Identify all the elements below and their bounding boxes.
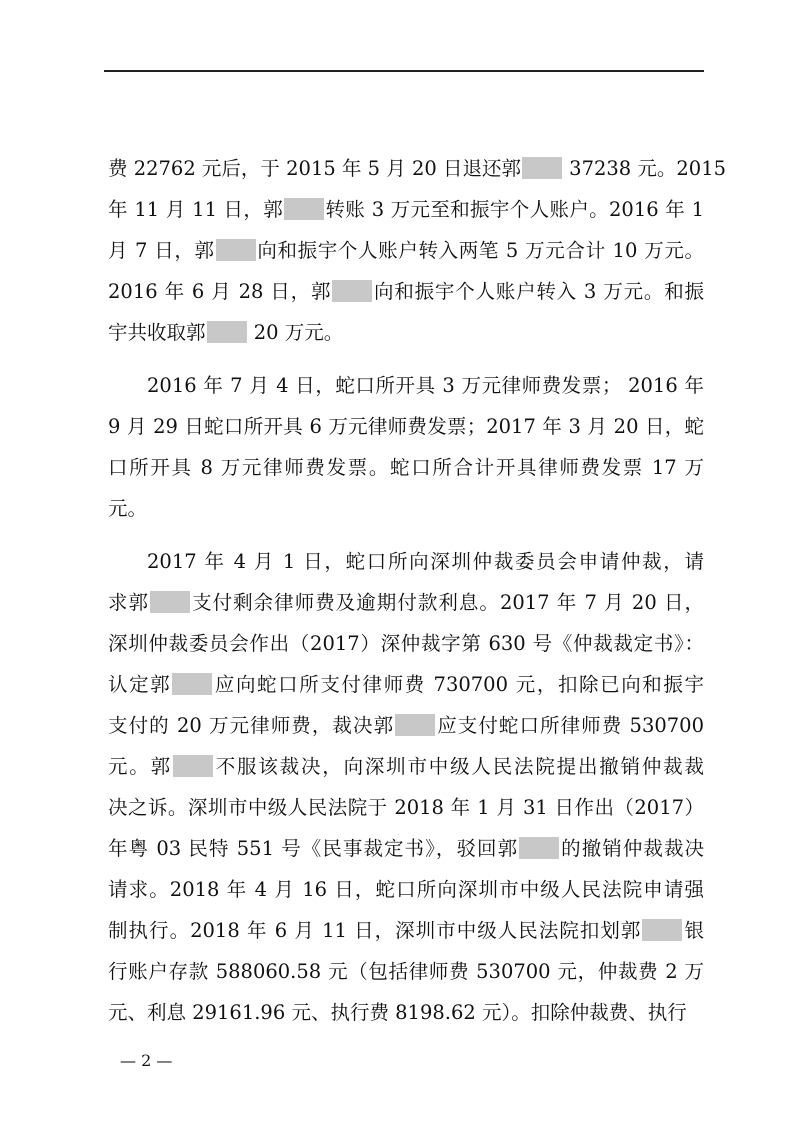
text-segment: 年 11 月 11 日，郭 — [108, 198, 284, 221]
text-segment: 元、利息 29161.96 元、执行费 8198.62 元）。扣除仲裁费、执行 — [108, 1001, 687, 1024]
text-segment: 2017 年 4 月 1 日，蛇口所向深圳仲裁委员会申请仲裁，请 — [147, 550, 704, 573]
text-segment: 费 22762 元后，于 2015 年 5 月 20 日退还郭 — [108, 157, 521, 180]
paragraph — [108, 148, 727, 353]
text-segment: 37238 元。2015 — [562, 157, 727, 180]
text-segment: 年粤 03 民特 551 号《民事裁定书》，驳回郭 — [108, 837, 519, 860]
text-segment: 银 — [683, 919, 704, 942]
text-line — [108, 705, 704, 746]
text-segment: 9 月 29 日蛇口所开具 6 万元律师费发票；2017 年 3 月 20 日，蛇 — [108, 415, 704, 438]
text-segment: 2016 年 6 月 28 日，郭 — [108, 280, 332, 303]
text-line — [108, 828, 704, 869]
redacted-name — [284, 198, 324, 220]
text-segment: 向和振宇个人账户转入 3 万元。和振 — [373, 280, 704, 303]
text-segment: 认定郭 — [108, 673, 172, 696]
text-line — [108, 189, 704, 230]
text-line — [108, 271, 704, 312]
paragraph-gap — [108, 529, 704, 541]
redacted-name — [173, 755, 213, 777]
text-segment: 元。郭 — [108, 755, 172, 778]
text-line — [108, 623, 704, 664]
text-segment: 请求。2018 年 4 月 16 日，蛇口所向深圳市中级人民法院申请强 — [108, 878, 704, 901]
paragraph-gap — [108, 353, 704, 365]
text-line — [108, 230, 704, 271]
redacted-name — [522, 157, 562, 179]
text-segment: 支付的 20 万元律师费，裁决郭 — [108, 714, 395, 737]
redacted-name — [395, 714, 435, 736]
text-line — [108, 365, 704, 406]
redacted-name — [642, 919, 682, 941]
text-segment: 决之诉。深圳市中级人民法院于 2018 年 1 月 31 日作出（2017） — [108, 796, 704, 819]
paragraph — [108, 365, 704, 529]
text-line — [108, 312, 704, 353]
text-segment: 应向蛇口所支付律师费 730700 元，扣除已向和振宇 — [213, 673, 704, 696]
redacted-name — [332, 280, 372, 302]
text-segment: 口所开具 8 万元律师费发票。蛇口所合计开具律师费发票 17 万 — [108, 456, 704, 479]
text-line — [108, 406, 704, 447]
text-line — [108, 488, 704, 529]
redacted-name — [207, 321, 247, 343]
text-segment: 行账户存款 588060.58 元（包括律师费 530700 元，仲裁费 2 万 — [108, 960, 704, 983]
text-line — [108, 148, 727, 189]
text-segment: 不服该裁决，向深圳市中级人民法院提出撤销仲裁裁 — [213, 755, 704, 778]
text-line — [108, 951, 704, 992]
page-number: — 2 — — [120, 1051, 173, 1070]
text-segment: 制执行。2018 年 6 月 11 日，深圳市中级人民法院扣划郭 — [108, 919, 642, 942]
redacted-name — [172, 673, 212, 695]
text-line — [108, 541, 704, 582]
text-segment: 20 万元。 — [247, 321, 344, 344]
text-segment: 向和振宇个人账户转入两笔 5 万元合计 10 万元。 — [256, 239, 704, 262]
text-line — [108, 992, 704, 1033]
text-segment: 求郭 — [108, 591, 150, 614]
text-segment: 元。 — [108, 497, 148, 520]
text-segment: 2016 年 7 月 4 日，蛇口所开具 3 万元律师费发票； 2016 年 — [147, 374, 704, 397]
text-line — [108, 664, 704, 705]
text-segment: 转账 3 万元至和振宇个人账户。2016 年 1 — [325, 198, 705, 221]
text-segment: 月 7 日，郭 — [108, 239, 215, 262]
text-segment: 的撤销仲裁裁决 — [560, 837, 704, 860]
paragraph — [108, 541, 704, 1033]
text-segment: 应支付蛇口所律师费 530700 — [436, 714, 705, 737]
redacted-name — [216, 239, 256, 261]
text-line — [108, 787, 704, 828]
text-line — [108, 582, 704, 623]
text-line — [108, 910, 704, 951]
document-body — [108, 148, 727, 1033]
text-segment: 支付剩余律师费及逾期付款利息。2017 年 7 月 20 日， — [191, 591, 704, 614]
text-segment: 宇共收取郭 — [108, 321, 206, 344]
text-segment: 深圳仲裁委员会作出（2017）深仲裁字第 630 号《仲裁裁定书》： — [108, 632, 704, 655]
header-rule — [104, 70, 704, 72]
redacted-name — [150, 591, 190, 613]
text-line — [108, 447, 704, 488]
redacted-name — [519, 837, 559, 859]
text-line — [108, 869, 704, 910]
text-line — [108, 746, 704, 787]
